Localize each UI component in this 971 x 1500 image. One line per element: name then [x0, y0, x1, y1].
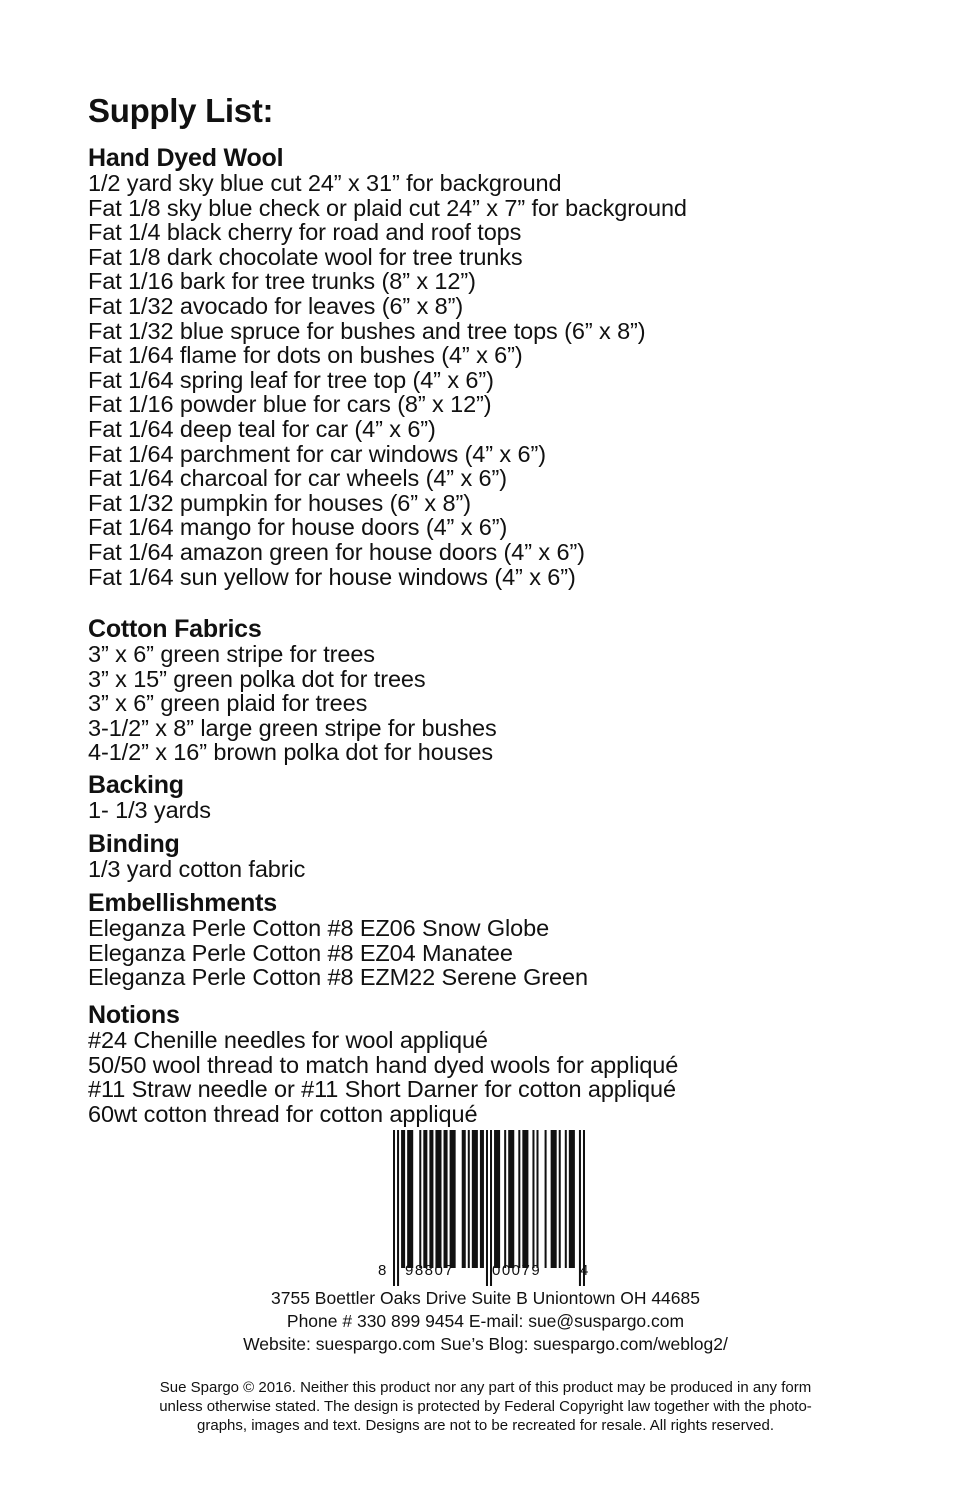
list-item: Fat 1/16 bark for tree trunks (8” x 12”) [88, 268, 476, 295]
list-item: 3” x 6” green plaid for trees [88, 690, 368, 717]
section-cotton-fabrics [88, 616, 497, 765]
list-item: 3-1/2” x 8” large green stripe for bushes [88, 714, 497, 741]
copyright-line: Sue Spargo © 2016. Neither this product nor any part of this product may be produced in any form [159, 1379, 812, 1396]
list-item: Fat 1/64 parchment for car windows (4” x 6”) [88, 440, 546, 467]
list-item: Fat 1/64 deep teal for car (4” x 6”) [88, 415, 436, 442]
list-item: #24 Chenille needles for wool appliqué [88, 1027, 488, 1053]
barcode-left-digits: 98807 [405, 1262, 455, 1279]
list-item: Fat 1/64 mango for house doors (4” x 6”) [88, 514, 508, 541]
barcode-bar [518, 1130, 520, 1268]
barcode-number-system: 8 [378, 1262, 387, 1279]
supply-items [88, 857, 305, 882]
barcode-bar [468, 1130, 470, 1268]
barcode-bar [565, 1130, 567, 1268]
list-item: 4-1/2” x 16” brown polka dot for houses [88, 739, 493, 766]
list-item: Fat 1/64 amazon green for house doors (4” x 6”) [88, 538, 585, 565]
list-item: Fat 1/32 blue spruce for bushes and tree tops (6” x 8”) [88, 317, 646, 344]
supply-items [88, 171, 687, 589]
barcode-bar [429, 1130, 433, 1268]
supply-items [88, 798, 211, 823]
barcode-bar [435, 1130, 441, 1268]
barcode-bar [472, 1130, 478, 1268]
barcode-bar [508, 1130, 514, 1268]
section-heading: Cotton Fabrics [88, 615, 262, 643]
list-item: Eleganza Perle Cotton #8 EZ06 Snow Globe [88, 915, 550, 941]
barcode-bar [504, 1130, 506, 1268]
barcode-bar [401, 1130, 405, 1268]
list-item: 50/50 wool thread to match hand dyed wools for appliqué [88, 1051, 679, 1078]
barcode-bar [536, 1130, 538, 1268]
list-item: 3” x 6” green stripe for trees [88, 641, 375, 667]
section-heading: Hand Dyed Wool [88, 144, 284, 172]
supply-items [88, 642, 497, 765]
barcode-bar [462, 1130, 466, 1268]
section-notions [88, 1002, 678, 1126]
barcode-bar [419, 1130, 421, 1268]
barcode-right-digits: 00079 [492, 1262, 542, 1279]
copyright-line: unless otherwise stated. The design is protected by Federal Copyright law together with the photo- [159, 1398, 812, 1415]
barcode-bar [407, 1130, 413, 1268]
list-item: Fat 1/32 pumpkin for houses (6” x 8”) [88, 489, 471, 516]
barcode-bar [480, 1130, 484, 1268]
barcode-bar [397, 1130, 399, 1286]
list-item: #11 Straw needle or #11 Short Darner for cotton appliqué [88, 1076, 676, 1103]
section-binding [88, 831, 305, 882]
barcode-bar [450, 1130, 456, 1268]
list-item: Fat 1/64 spring leaf for tree top (4” x 6”) [88, 366, 494, 393]
barcode-bar [494, 1130, 500, 1268]
barcode-bar [551, 1130, 557, 1268]
barcode-bar [486, 1130, 488, 1286]
list-item: Fat 1/4 black cherry for road and roof tops [88, 219, 522, 246]
list-item: Fat 1/8 sky blue check or plaid cut 24” x 7” for background [88, 194, 687, 221]
list-item: 1/3 yard cotton fabric [88, 856, 306, 882]
section-hand-dyed-wool [88, 145, 687, 589]
page-title: Supply List: [88, 92, 274, 129]
list-item: Eleganza Perle Cotton #8 EZ04 Manatee [88, 939, 513, 966]
barcode-check-digit: 4 [580, 1262, 589, 1279]
section-heading: Binding [88, 830, 180, 858]
list-item: Eleganza Perle Cotton #8 EZM22 Serene Green [88, 964, 588, 991]
list-item: Fat 1/64 sun yellow for house windows (4” x 6”) [88, 563, 576, 590]
list-item: Fat 1/32 avocado for leaves (6” x 8”) [88, 292, 464, 319]
list-item: 1/2 yard sky blue cut 24” x 31” for background [88, 170, 562, 196]
list-item: Fat 1/16 powder blue for cars (8” x 12”) [88, 391, 492, 418]
list-item: 1- 1/3 yards [88, 797, 211, 823]
barcode-bar [545, 1130, 547, 1268]
barcode-bar [393, 1130, 395, 1286]
barcode-bar [532, 1130, 534, 1268]
supply-items [88, 1028, 678, 1126]
section-heading: Notions [88, 1001, 180, 1029]
contact-website-blog: Website: suespargo.com Sue’s Blog: suespargo.com/weblog2/ [243, 1334, 728, 1354]
barcode-bar [569, 1130, 575, 1268]
section-heading: Embellishments [88, 889, 277, 917]
barcode-bar [559, 1130, 561, 1268]
copyright-line: graphs, images and text. Designs are not to be recreated for resale. All rights reserved. [197, 1417, 774, 1434]
contact-phone-email: Phone # 330 899 9454 E-mail: sue@suspargo.com [286, 1311, 685, 1331]
section-embellishments [88, 890, 588, 990]
barcode-bar [522, 1130, 528, 1268]
barcode-bar [423, 1130, 427, 1268]
contact-address: 3755 Boettler Oaks Drive Suite B Uniontown OH 44685 [271, 1288, 700, 1308]
list-item: Fat 1/64 flame for dots on bushes (4” x 6”) [88, 342, 523, 369]
list-item: 3” x 15” green polka dot for trees [88, 665, 426, 692]
list-item: Fat 1/8 dark chocolate wool for tree trunks [88, 243, 523, 270]
barcode-bar [444, 1130, 448, 1268]
supply-items [88, 916, 588, 990]
section-backing [88, 772, 211, 823]
section-heading: Backing [88, 771, 184, 799]
list-item: 60wt cotton thread for cotton appliqué [88, 1100, 478, 1127]
list-item: Fat 1/64 charcoal for car wheels (4” x 6”) [88, 465, 507, 492]
copyright-notice [100, 1378, 871, 1435]
